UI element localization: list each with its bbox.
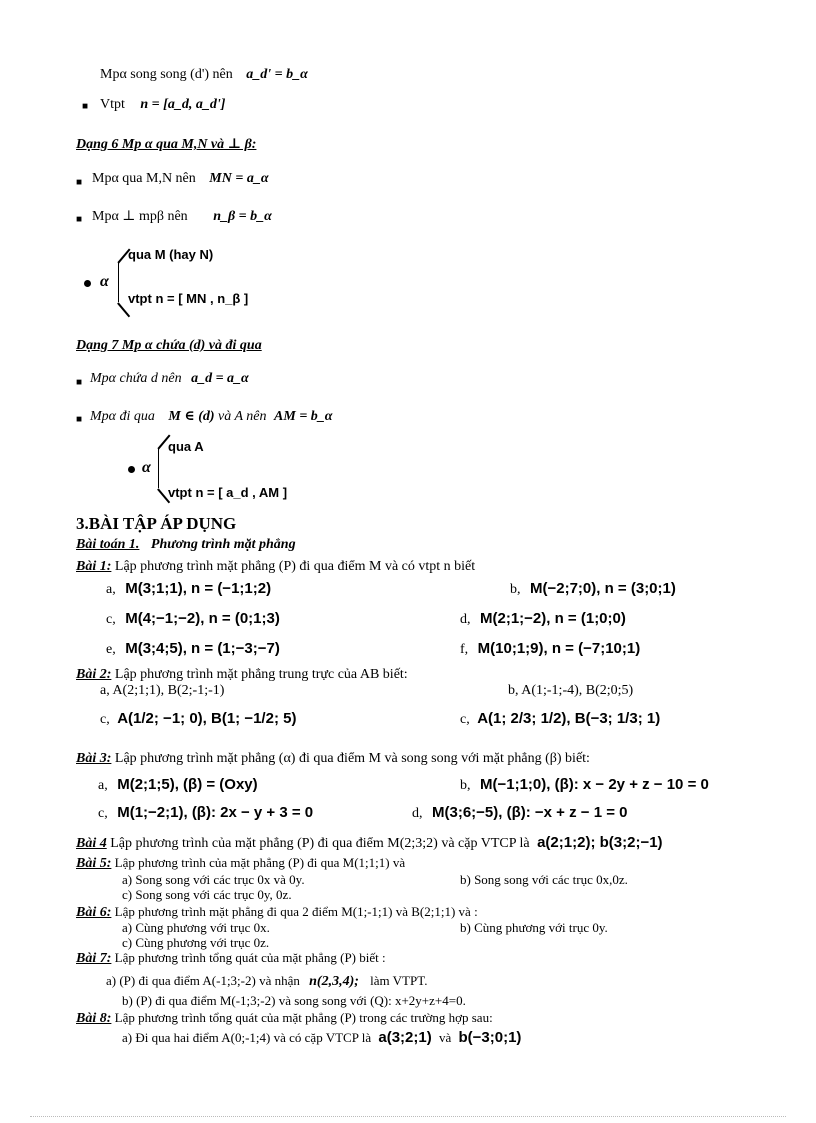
bai7-statement xyxy=(76,950,386,966)
line-parallel xyxy=(100,66,308,84)
dang7-item2-mid: M ∈ (d) xyxy=(168,409,215,424)
bai8-text: Lập phương trình tổng quát của mặt phẳng (P) trong các trường hợp sau: xyxy=(114,1010,493,1025)
dang7-item2-math: AM = b_α xyxy=(274,409,333,424)
bai1-e-math: M(3;4;5), n = (1;−3;−7) xyxy=(125,640,280,657)
vtpt-math: n = [a_d, a_d'] xyxy=(140,97,226,112)
bai6-a: a) Cùng phương với trục 0x. xyxy=(122,920,270,935)
bai1-c-math: M(4;−1;−2), n = (0;1;3) xyxy=(125,610,280,627)
bai4-math: a(2;1;2); b(3;2;−1) xyxy=(537,834,663,851)
bai1-a-label: a, xyxy=(106,582,116,597)
bai1-b-math: M(−2;7;0), n = (3;0;1) xyxy=(530,580,676,597)
bai2-c-label: c, xyxy=(100,712,110,727)
bai8-a xyxy=(122,1030,521,1045)
bai2-d xyxy=(460,710,660,729)
dang6-item1 xyxy=(92,170,269,188)
bai2-text: Lập phương trình mặt phẳng trung trực của AB biết: xyxy=(114,667,408,682)
bai1-c-label: c, xyxy=(106,612,116,627)
bai8-a-math1: a(3;2;1) xyxy=(378,1029,432,1046)
dang6-alpha: α xyxy=(100,273,109,290)
bai1-b xyxy=(510,580,676,599)
bai1-c xyxy=(106,610,280,629)
bai3-text: Lập phương trình mặt phẳng (α) đi qua điểm M và song song với mặt phẳng (β) biết: xyxy=(114,751,590,766)
brace-icon xyxy=(118,262,119,302)
bai1-statement xyxy=(76,558,475,576)
bai6-statement xyxy=(76,904,478,920)
bai6-text: Lập phương trình mặt phẳng đi qua 2 điểm M(1;-1;1) và B(2;1;1) và : xyxy=(114,904,478,919)
dang6-item2-math: n_β = b_α xyxy=(213,209,272,224)
bai3-a-label: a, xyxy=(98,778,108,793)
bai6-c: c) Cùng phương với trục 0z. xyxy=(122,935,270,950)
brace-icon xyxy=(158,448,159,488)
bai5-text: Lập phương trình của mặt phẳng (P) đi qua M(1;1;1) và xyxy=(114,855,406,870)
bai3-c-label: c, xyxy=(98,806,108,821)
bullet-icon: ■ xyxy=(76,414,83,425)
bai2-c-math: A(1/2; −1; 0), B(1; −1/2; 5) xyxy=(117,710,297,727)
dang7-item2-text: Mpα đi qua xyxy=(90,409,155,424)
bai7-a-math: n(2,3,4); xyxy=(309,974,359,989)
bai7-a xyxy=(106,973,427,989)
dang7-title: Dạng 7 Mp α chứa (d) và đi qua xyxy=(76,338,262,353)
bai5-a: a) Song song với các trục 0x và 0y. xyxy=(122,872,305,887)
page-footer-divider xyxy=(30,1116,786,1117)
bai7-a-pre: a) (P) đi qua điểm A(-1;3;-2) và nhận xyxy=(106,973,300,988)
bai7-b: b) (P) đi qua điểm M(-1;3;-2) và song song với (Q): x+2y+z+4=0. xyxy=(122,993,466,1008)
dang7-item1-math: a_d = a_α xyxy=(191,371,249,386)
bai1-d xyxy=(460,610,626,629)
dang7-item2 xyxy=(90,408,333,426)
bai2-d-label: c, xyxy=(460,712,470,727)
bai3-label: Bài 3: xyxy=(76,751,112,766)
bai5-label: Bài 5: xyxy=(76,856,112,871)
bai3-c-math: M(1;−2;1), (β): 2x − y + 3 = 0 xyxy=(117,804,314,821)
dang6-brace-top: qua M (hay N) xyxy=(128,247,214,262)
section3-title: 3.BÀI TẬP ÁP DỤNG xyxy=(76,514,237,533)
bullet-icon: ■ xyxy=(76,377,83,388)
bai3-c xyxy=(98,804,313,823)
dang7-item1-text: Mpα chứa d nên xyxy=(90,371,182,386)
bai1-e xyxy=(106,640,280,659)
bai7-text: Lập phương trình tổng quát của mặt phẳng (P) biết : xyxy=(114,950,386,965)
bai7-a-post: làm VTPT. xyxy=(370,973,428,988)
bai1-f-math: M(10;1;9), n = (−7;10;1) xyxy=(477,640,641,657)
bai5-b: b) Song song với các trục 0x,0z. xyxy=(460,872,628,887)
bai2-b: b, A(1;-1;-4), B(2;0;5) xyxy=(508,683,634,698)
bai3-statement xyxy=(76,750,590,768)
dang7-item1 xyxy=(90,370,249,388)
bai6-label: Bài 6: xyxy=(76,905,112,920)
bai8-a-math2: b(−3;0;1) xyxy=(458,1029,522,1046)
bai2-a: a, A(2;1;1), B(2;-1;-1) xyxy=(100,683,225,698)
dang7-item2-tail: và A nên xyxy=(218,409,267,424)
bai2-label: Bài 2: xyxy=(76,667,112,682)
bai1-a xyxy=(106,580,271,599)
section3-sub xyxy=(76,536,296,554)
bai3-d-math: M(3;6;−5), (β): −x + z − 1 = 0 xyxy=(432,804,628,821)
bai1-b-label: b, xyxy=(510,582,521,597)
bullet-dot-icon xyxy=(84,280,91,287)
bai8-a-pre: a) Đi qua hai điểm A(0;-1;4) và có cặp VTCP là xyxy=(122,1030,372,1045)
bullet-icon: ■ xyxy=(82,101,89,112)
bai3-a xyxy=(98,776,258,795)
vtpt-text: Vtpt xyxy=(100,97,125,112)
bullet-dot-icon xyxy=(128,466,135,473)
dang6-item1-text: Mpα qua M,N nên xyxy=(92,171,196,186)
dang6-brace-bottom: vtpt n = [ MN , n_β ] xyxy=(128,291,249,306)
bai7-label: Bài 7: xyxy=(76,951,112,966)
bai3-b-math: M(−1;1;0), (β): x − 2y + z − 10 = 0 xyxy=(480,776,709,793)
bullet-icon: ■ xyxy=(76,214,83,225)
parallel-text: Mpα song song (d') nên xyxy=(100,67,233,82)
bai2-d-math: A(1; 2/3; 1/2), B(−3; 1/3; 1) xyxy=(477,710,661,727)
bai8-a-mid: và xyxy=(438,1030,452,1045)
bai1-e-label: e, xyxy=(106,642,116,657)
bai4-label: Bài 4 xyxy=(76,836,107,851)
bai3-b xyxy=(460,776,709,795)
bai5-statement xyxy=(76,855,405,871)
bai3-d-label: d, xyxy=(412,806,423,821)
bai1-label: Bài 1: xyxy=(76,559,112,574)
dang7-brace-bottom: vtpt n = [ a_d , AM ] xyxy=(168,485,288,500)
section3-sub-label: Bài toán 1. xyxy=(76,537,140,552)
bai1-f xyxy=(460,640,640,659)
dang7-alpha: α xyxy=(142,459,151,476)
bai8-statement xyxy=(76,1010,493,1026)
dang6-item1-math: MN = a_α xyxy=(209,171,269,186)
bai1-d-label: d, xyxy=(460,612,471,627)
section3-sub-text: Phương trình mặt phẳng xyxy=(150,537,296,552)
bai6-b: b) Cùng phương với trục 0y. xyxy=(460,920,608,935)
bai1-d-math: M(2;1;−2), n = (1;0;0) xyxy=(480,610,626,627)
bai8-label: Bài 8: xyxy=(76,1011,112,1026)
line-vtpt xyxy=(100,96,225,114)
dang6-item2-text: Mpα ⊥ mpβ nên xyxy=(92,209,188,224)
bai3-b-label: b, xyxy=(460,778,471,793)
dang6-item2 xyxy=(92,208,272,226)
dang7-brace-top: qua A xyxy=(168,439,204,454)
parallel-math: a_d' = b_α xyxy=(246,67,308,82)
bai1-f-label: f, xyxy=(460,642,469,657)
bai2-c xyxy=(100,710,296,729)
bai3-a-math: M(2;1;5), (β) = (Oxy) xyxy=(117,776,258,793)
bai4-text: Lập phương trình của mặt phẳng (P) đi qua điểm M(2;3;2) và cặp VTCP là xyxy=(110,836,530,851)
bai5-c: c) Song song với các trục 0y, 0z. xyxy=(122,887,292,902)
bai1-text: Lập phương trình mặt phẳng (P) đi qua điểm M và có vtpt n biết xyxy=(114,559,476,574)
dang6-title: Dạng 6 Mp α qua M,N và ⊥ β: xyxy=(76,137,257,152)
bai1-a-math: M(3;1;1), n = (−1;1;2) xyxy=(125,580,272,597)
bai4-statement xyxy=(76,834,663,853)
bai3-d xyxy=(412,804,627,823)
bullet-icon: ■ xyxy=(76,177,83,188)
